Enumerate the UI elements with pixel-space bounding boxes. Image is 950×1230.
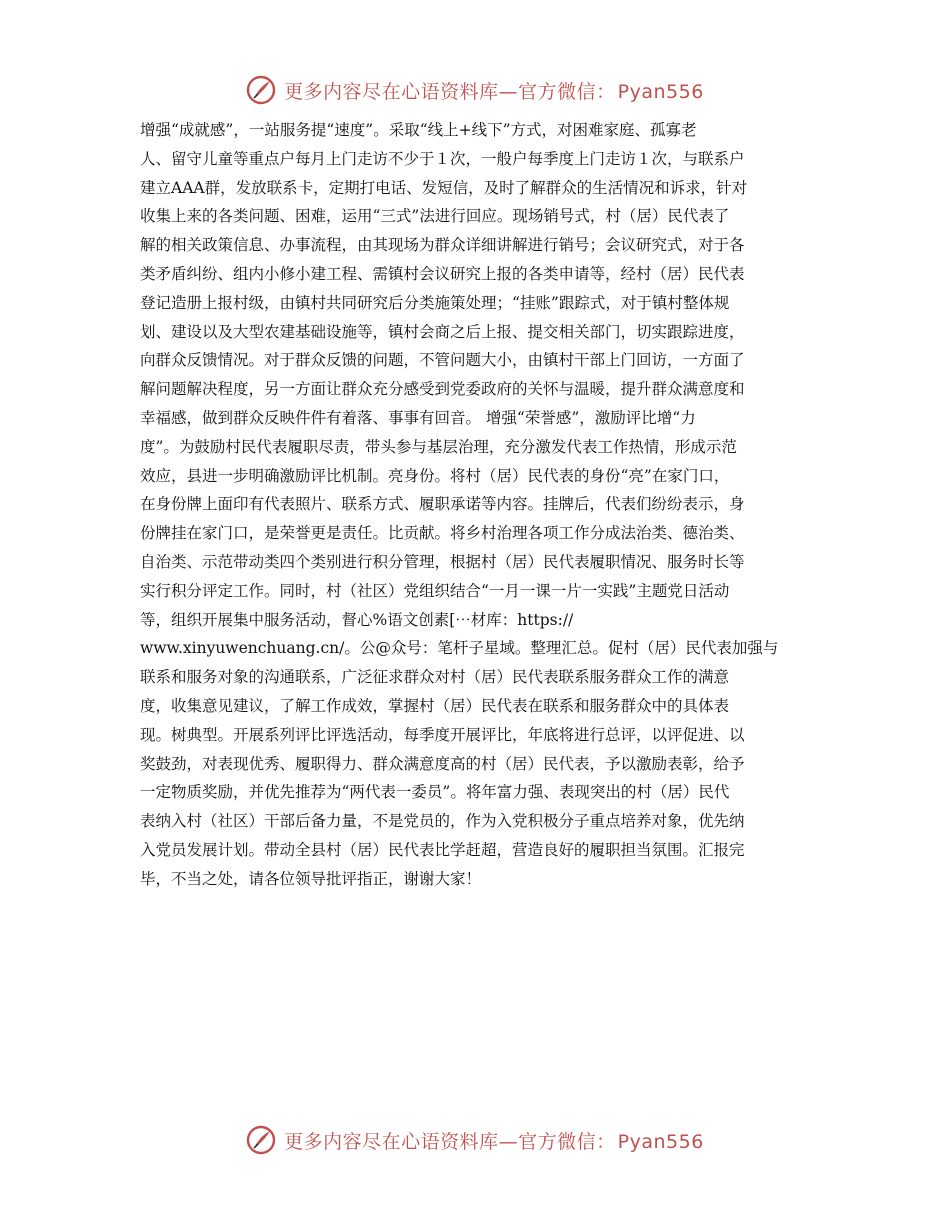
body-text-line: 等，组织开展集中服务活动，督心%语文创素[⋯材库：https://: [140, 610, 574, 629]
body-text-line: 向群众反馈情况。对于群众反馈的问题，不管问题大小，由镇村干部上门回访，一方面了: [140, 351, 745, 370]
footer-banner: [0, 1120, 950, 1160]
body-text-line: 毕，不当之处，请各位领导批评指正，谢谢大家！: [140, 869, 482, 888]
banner-text: [284, 77, 704, 104]
body-text-line: 一定物质奖励，并优先推荐为“两代表一委员”。将年富力强、表现突出的村（居）民代: [140, 783, 730, 802]
body-text-line: 表纳入村（社区）干部后备力量，不是党员的，作为入党积极分子重点培养对象，优先纳: [140, 812, 745, 831]
quill-logo-icon: [246, 1125, 276, 1155]
banner-title: 更多内容尽在心语资料库—官方微信：: [284, 80, 616, 103]
body-text-line: 增强“成就感”，一站服务提“速度”。采取“线上+线下”方式，对困难家庭、孤寡老: [140, 121, 697, 139]
body-text-line: 登记造册上报村级，由镇村共同研究后分类施策处理；“挂账”跟踪式，对于镇村整体规: [140, 293, 730, 312]
body-text-line: 联系和服务对象的沟通联系，广泛征求群众对村（居）民代表联系服务群众工作的满意: [140, 668, 730, 687]
banner-title: 更多内容尽在心语资料库—官方微信：: [284, 1130, 616, 1153]
body-text-line: 解问题解决程度，另一方面让群众充分感受到党委政府的关怀与温暖，提升群众满意度和: [140, 380, 745, 399]
body-text-line: 奖鼓劲，对表现优秀、履职得力、群众满意度高的村（居）民代表，予以激励表彰，给予: [140, 754, 745, 773]
body-text-line: 建立AAA群，发放联系卡，定期打电话、发短信，及时了解群众的生活情况和诉求，针对: [140, 178, 748, 197]
body-text-line: 自治类、示范带动类四个类别进行积分管理，根据村（居）民代表履职情况、服务时长等: [140, 552, 745, 571]
body-text-line: 收集上来的各类问题、困难，运用“三式”法进行回应。现场销号式，村（居）民代表了: [140, 207, 730, 226]
body-text-line: 划、建设以及大型农建基础设施等，镇村会商之后上报、提交相关部门，切实跟踪进度，: [140, 322, 745, 341]
document-body: [140, 116, 812, 894]
banner-text: [284, 1127, 704, 1154]
wechat-id: Pyan556: [617, 1130, 704, 1153]
body-text-line: 人、留守儿童等重点户每月上门走访不少于１次，一般户每季度上门走访１次，与联系户: [140, 149, 745, 168]
body-text-line: 现。树典型。开展系列评比评选活动，每季度开展评比，年底将进行总评，以评促进、以: [140, 725, 745, 744]
body-text-line: 入党员发展计划。带动全县村（居）民代表比学赶超，营造良好的履职担当氛围。汇报完: [140, 840, 745, 859]
body-text-line: www.xinyuwenchuang.cn/。公@众号：笔杆子星域。整理汇总。促村（居）民代表加强与: [140, 639, 779, 658]
body-text-line: 度”。为鼓励村民代表履职尽责，带头参与基层治理，充分激发代表工作热情，形成示范: [140, 437, 737, 456]
body-text-line: 类矛盾纠纷、组内小修小建工程、需镇村会议研究上报的各类申请等，经村（居）民代表: [140, 264, 745, 283]
body-text-line: 解的相关政策信息、办事流程，由其现场为群众详细讲解进行销号；会议研究式，对于各: [140, 236, 745, 255]
body-text-line: 度，收集意见建议，了解工作成效，掌握村（居）民代表在联系和服务群众中的具体表: [140, 696, 730, 715]
body-text-line: 在身份牌上面印有代表照片、联系方式、履职承诺等内容。挂牌后，代表们纷纷表示，身: [140, 495, 745, 514]
wechat-id: Pyan556: [617, 80, 704, 103]
body-text-line: 份牌挂在家门口，是荣誉更是责任。比贡献。将乡村治理各项工作分成法治类、德治类、: [140, 524, 745, 543]
body-text-line: 实行积分评定工作。同时，村（社区）党组织结合“一月一课一片一实践”主题党日活动: [140, 581, 730, 600]
body-text-line: 幸福感，做到群众反映件件有着落、事事有回音。 增强“荣誉感”，激励评比增“力: [140, 408, 696, 427]
header-banner: [0, 70, 950, 110]
quill-logo-icon: [246, 75, 276, 105]
body-text-line: 效应，县进一步明确激励评比机制。亮身份。将村（居）民代表的身份“亮”在家门口，: [140, 466, 730, 485]
